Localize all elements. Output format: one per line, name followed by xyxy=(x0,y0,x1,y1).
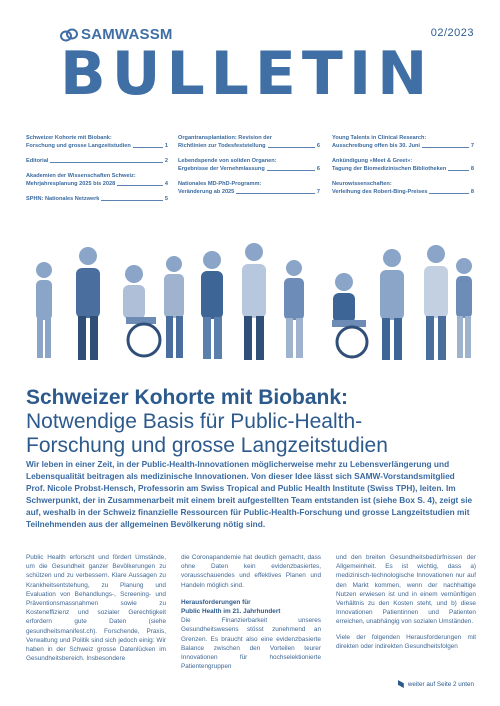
subheading-line-2: Public Health im 21. Jahrhundert xyxy=(181,608,281,616)
toc-item[interactable] xyxy=(332,157,474,173)
toc-item[interactable] xyxy=(332,180,474,196)
toc-item-page: 5 xyxy=(164,196,168,202)
toc-item-page: 4 xyxy=(164,181,168,187)
toc-item-page: 2 xyxy=(164,158,168,164)
body-column-2 xyxy=(181,553,321,677)
toc-item-title: Organtransplantation: Revision der xyxy=(178,135,272,141)
person-figure xyxy=(242,243,266,360)
toc-item-page: 7 xyxy=(316,189,320,195)
toc-item[interactable] xyxy=(26,172,168,188)
person-figure xyxy=(201,251,223,359)
toc-item-page: 8 xyxy=(470,189,474,195)
person-figure xyxy=(36,262,52,358)
body-paragraph: Viele der folgenden Herausforderungen mit direkten oder indirekten Gesundheitsfolgen xyxy=(336,633,476,650)
toc-item-subtitle: Verleihung des Robert-Bing-Preises xyxy=(332,189,428,195)
headline-line-2: Notwendige Basis für Public-Health- xyxy=(26,410,363,433)
toc-item[interactable] xyxy=(26,195,168,203)
toc-item-subtitle: Ausschreibung offen bis 30. Juni xyxy=(332,143,420,149)
toc-item-title: Lebendspende von soliden Organen: xyxy=(178,158,277,164)
toc-item[interactable] xyxy=(332,134,474,150)
subheading xyxy=(181,598,321,616)
person-figure xyxy=(123,265,160,356)
toc-item-subtitle: Editorial xyxy=(26,158,49,164)
toc-item-subtitle: Ergebnisse der Vernehmlassung xyxy=(178,166,265,172)
person-figure xyxy=(380,249,404,360)
body-paragraph: und den breiten Gesundheitsbedürfnissen der Allgemeinheit. Es ist wichtig, dass a) medizinisch-technologische Innovationen nur auf den Markt kommen, wenn der nachhaltige Nutzen erwiesen ist und in einem vernünftigen Verhältnis zu den Kosten steht, und b) diese Innovationen Patientinnen und Patienten erreichen, unabhängig von sozialen Umständen. xyxy=(336,554,476,626)
toc-item-title: Akademien der Wissenschaften Schweiz: xyxy=(26,173,136,179)
toc-item-title: Ankündigung «Meet & Greet»: xyxy=(332,158,413,164)
people-illustration xyxy=(26,212,474,362)
article-headline xyxy=(26,386,476,458)
toc-item[interactable] xyxy=(26,134,168,150)
toc-item-page: 1 xyxy=(164,143,168,149)
subheading-line-1: Herausforderungen für xyxy=(181,598,251,606)
person-figure xyxy=(424,245,448,360)
person-figure xyxy=(456,258,472,358)
toc-item[interactable] xyxy=(26,157,168,165)
person-figure xyxy=(284,260,304,358)
masthead-title: BULLETIN xyxy=(60,39,434,109)
toc-item-subtitle: Forschung und grosse Langzeitstudien xyxy=(26,143,131,149)
toc-column-2 xyxy=(178,134,320,203)
continue-text: weiter auf Seite 2 unten xyxy=(407,680,474,688)
toc-item-subtitle: SPHN: Nationales Netzwerk xyxy=(26,196,100,202)
toc-item-title: Young Talents in Clinical Research: xyxy=(332,135,427,141)
toc-column-3 xyxy=(332,134,474,203)
flag-icon xyxy=(398,680,404,688)
toc-item-subtitle: Richtlinien zur Todesfeststellung xyxy=(178,143,266,149)
toc-item-page: 6 xyxy=(316,166,320,172)
toc-item-subtitle: Veränderung ab 2025 xyxy=(178,189,235,195)
toc-item-title: Neurowissenschaften: xyxy=(332,181,392,187)
article-lead: Wir leben in einer Zeit, in der Public-Health-Innovationen möglicherweise mehr zu Lebensverlängerung und Lebensqualität beitragen als medizinische Innovationen. Von dieser Idee lässt sich SAMW-Vorstandsmitglied Prof. Nicole Probst-Hensch, Professorin am Swiss Tropical and Public Health Institute (Swiss TPH), leiten. Im Schwerpunkt, der in Zusammenarbeit mit einem breit aufgestellten Team entstanden ist (siehe Box S. 4), zeigt sie auf, weshalb in der Schweiz finanzielle Ressourcen für Public-Health-Forschung und grosse Langzeitstudien mit Teilnehmenden aus der allgemeinen Bevölkerung nötig sind. xyxy=(26,459,473,529)
toc-item-subtitle: Tagung der Biomedizinischen Bibliotheken xyxy=(332,166,447,172)
headline-line-1: Schweizer Kohorte mit Biobank: xyxy=(26,386,349,409)
toc-item[interactable] xyxy=(178,180,320,196)
toc-item-page: 8 xyxy=(470,166,474,172)
toc-item-title: Schweizer Kohorte mit Biobank: xyxy=(26,135,112,141)
logo-text: SAMWASSM xyxy=(81,26,173,43)
body-paragraph: Public Health erforscht und fördert Umstände, um die Gesundheit ganzer Bevölkerungen zu schützen und zu verbessern. Klare Aussagen zu Krankheitsentstehung, zu Planung und Evaluation von Behandlungs-, Screening- und Präventionsmassnahmen sowie zu Kosteneffizienz und sozialer Gerechtigkeit erfordern gute Daten (siehe gesundheitsmanifest.ch). Forschende, Praxis, Verwaltung und Politik sind sich jedoch einig: Wir haben in der Schweiz grosse Datenlücken im Gesundheitsbereich. Insbesondere xyxy=(26,554,166,663)
issue-number: 02/2023 xyxy=(430,27,474,39)
toc-item[interactable] xyxy=(178,134,320,150)
body-paragraph: die Coronapandemie hat deutlich gemacht, dass ohne Daten kein evidenzbasiertes, vorausschauendes und effektives Planen und Handeln möglich sind. xyxy=(181,554,321,589)
person-figure xyxy=(164,256,184,358)
toc-column-1 xyxy=(26,134,168,210)
person-figure xyxy=(76,247,100,360)
headline-line-3: Forschung und grosse Langzeitstudien xyxy=(26,434,388,457)
toc-item-page: 7 xyxy=(470,143,474,149)
toc-item-subtitle: Mehrjahresplanung 2025 bis 2028 xyxy=(26,181,116,187)
toc-item[interactable] xyxy=(178,157,320,173)
table-of-contents xyxy=(26,134,476,210)
toc-item-page: 6 xyxy=(316,143,320,149)
person-figure xyxy=(332,273,367,357)
page-header xyxy=(0,0,500,120)
article-body xyxy=(26,553,476,683)
body-paragraph: Die Finanzierbarkeit unseres Gesundheitswesens stösst zunehmend an Grenzen. Es braucht also eine evidenzbasierte Balance zwischen den Vorteilen teurer Innovationen für hochselektionierte Patientengruppen xyxy=(181,617,321,671)
body-column-3 xyxy=(336,553,476,657)
toc-item-title: Nationales MD-PhD-Programm: xyxy=(178,181,262,187)
continue-link[interactable] xyxy=(398,680,474,688)
body-column-1 xyxy=(26,553,166,669)
